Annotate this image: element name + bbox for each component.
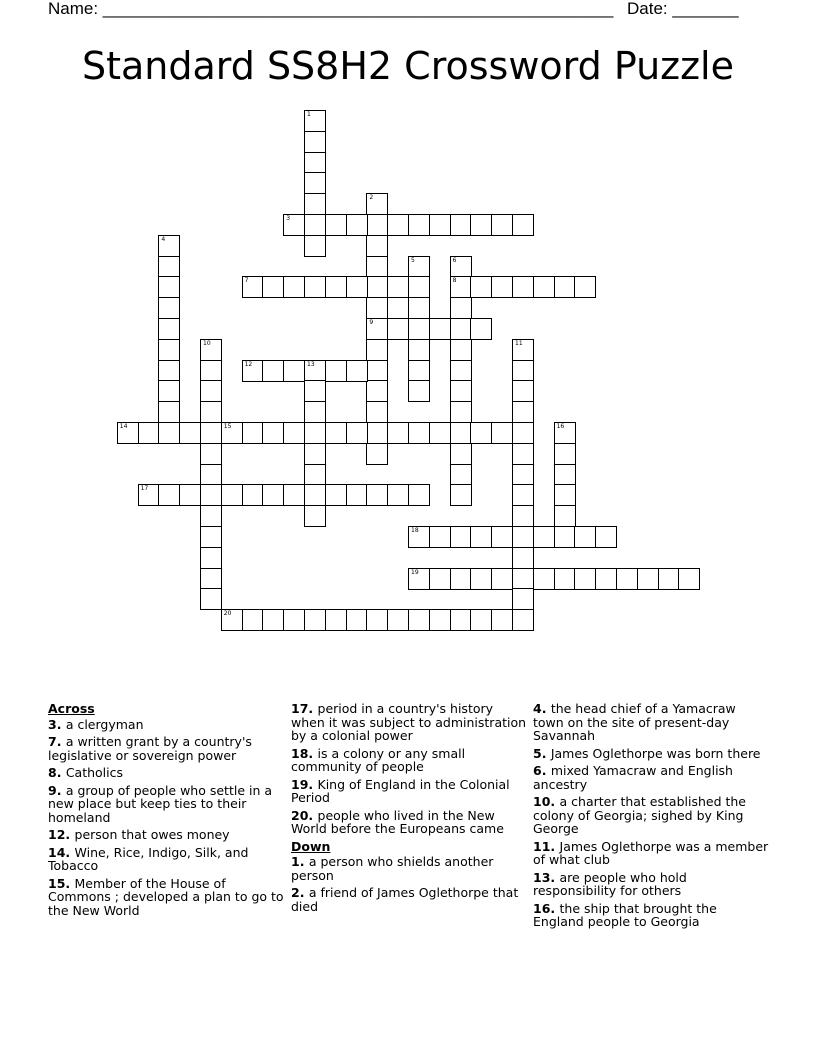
grid-cell[interactable] [491, 568, 513, 590]
grid-cell[interactable] [283, 214, 305, 236]
clues-column-1 [48, 702, 284, 921]
grid-cell[interactable] [200, 380, 222, 402]
grid-cell[interactable] [491, 609, 513, 631]
grid-cell[interactable] [450, 526, 472, 548]
across-clue [291, 702, 527, 743]
grid-cell[interactable] [554, 276, 576, 298]
clue-number: 8 [452, 277, 457, 285]
grid-cell[interactable] [138, 484, 160, 506]
clue-number: 3 [286, 215, 291, 222]
grid-cell[interactable] [200, 484, 222, 506]
grid-cell[interactable] [470, 568, 492, 590]
grid-cell[interactable] [200, 547, 222, 569]
clue-number-dot: . [308, 701, 318, 716]
grid-cell[interactable] [158, 360, 180, 382]
down-clue [533, 747, 769, 761]
date-field-label: Date: _______ [627, 0, 739, 18]
grid-cell[interactable] [179, 422, 201, 444]
grid-cell[interactable] [158, 276, 180, 298]
clue-number: 1 [307, 111, 311, 118]
grid-cell[interactable] [408, 256, 430, 278]
grid-cell[interactable] [283, 422, 305, 444]
grid-cell[interactable] [512, 464, 534, 486]
across-clue [48, 828, 284, 842]
grid-cell[interactable] [450, 609, 472, 631]
grid-cell[interactable] [366, 360, 388, 382]
clue-number-dot: . [308, 745, 318, 761]
across-clue [291, 778, 527, 805]
across-clue [48, 735, 284, 762]
clue-number-dot: . [65, 875, 75, 891]
grid-cell[interactable] [304, 152, 326, 174]
clue-number-dot: . [541, 745, 551, 761]
clue-number-label: 11 [533, 838, 551, 854]
clue-number-label: 2 [291, 885, 300, 900]
grid-cell[interactable] [304, 422, 326, 444]
grid-cell[interactable] [200, 464, 222, 486]
grid-cell[interactable] [429, 568, 451, 590]
grid-cell[interactable] [366, 380, 388, 402]
grid-cell[interactable] [158, 256, 180, 278]
down-clue [533, 871, 769, 898]
grid-cell[interactable] [512, 526, 534, 548]
grid-cell[interactable] [200, 339, 222, 361]
grid-cell[interactable] [366, 422, 388, 444]
clue-text: a clergyman [65, 716, 144, 732]
grid-cell[interactable] [221, 422, 243, 444]
clue-number-label: 4 [533, 701, 542, 716]
clue-text: James Oglethorpe was born there [550, 745, 761, 761]
grid-cell[interactable] [512, 380, 534, 402]
grid-cell[interactable] [325, 484, 347, 506]
grid-cell[interactable] [158, 235, 180, 257]
clue-text: a written grant by a country's legislative or sovereign power [48, 734, 252, 763]
clue-number: 19 [411, 568, 419, 576]
grid-cell[interactable] [408, 339, 430, 361]
grid-cell[interactable] [346, 422, 368, 444]
grid-cell[interactable] [470, 526, 492, 548]
grid-cell[interactable] [304, 609, 326, 631]
grid-cell[interactable] [512, 422, 534, 444]
grid-cell[interactable] [491, 214, 513, 236]
grid-cell[interactable] [491, 422, 513, 444]
grid-cell[interactable] [200, 443, 222, 465]
clue-text: James Oglethorpe was a member of what club [533, 838, 769, 867]
grid-cell[interactable] [304, 443, 326, 465]
clue-number-dot: . [550, 869, 560, 885]
clue-number-dot: . [65, 844, 75, 860]
clue-number-dot: . [550, 900, 560, 916]
grid-cell[interactable] [554, 422, 576, 444]
grid-cell[interactable] [325, 214, 347, 236]
across-clue [48, 877, 284, 918]
grid-cell[interactable] [242, 609, 264, 631]
grid-cell[interactable] [470, 609, 492, 631]
clue-number: 4 [161, 235, 166, 243]
grid-cell[interactable] [200, 526, 222, 548]
grid-cell[interactable] [304, 380, 326, 402]
clue-number-dot: . [56, 716, 66, 732]
grid-cell[interactable] [366, 339, 388, 361]
clue-number-label: 5 [533, 745, 542, 761]
grid-cell[interactable] [158, 318, 180, 340]
clue-number: 7 [244, 277, 249, 285]
grid-cell[interactable] [387, 276, 409, 298]
grid-cell[interactable] [221, 484, 243, 506]
grid-cell[interactable] [304, 110, 326, 132]
grid-cell[interactable] [283, 609, 305, 631]
clue-number: 6 [452, 256, 457, 264]
grid-cell[interactable] [158, 339, 180, 361]
grid-cell[interactable] [304, 214, 326, 236]
clue-number: 9 [369, 319, 374, 326]
grid-cell[interactable] [470, 214, 492, 236]
grid-cell[interactable] [408, 568, 430, 590]
clue-number-dot: . [56, 782, 66, 798]
grid-cell[interactable] [366, 484, 388, 506]
grid-cell[interactable] [408, 609, 430, 631]
clue-number: 14 [119, 423, 128, 430]
grid-cell[interactable] [408, 318, 430, 340]
grid-cell[interactable] [366, 276, 388, 298]
clue-text: the ship that brought the England people to Georgia [533, 900, 717, 929]
grid-cell[interactable] [200, 360, 222, 382]
grid-cell[interactable] [533, 526, 555, 548]
grid-cell[interactable] [574, 526, 596, 548]
clue-number: 2 [369, 194, 374, 202]
grid-cell[interactable] [283, 276, 305, 298]
clue-number: 15 [223, 423, 232, 430]
grid-cell[interactable] [512, 547, 534, 569]
grid-cell[interactable] [429, 318, 451, 340]
grid-cell[interactable] [242, 276, 264, 298]
clue-number-dot: . [541, 701, 551, 716]
grid-cell[interactable] [450, 297, 472, 319]
clue-number-dot: . [550, 838, 560, 854]
grid-cell[interactable] [262, 609, 284, 631]
grid-cell[interactable] [429, 422, 451, 444]
clue-number: 12 [244, 360, 253, 368]
grid-cell[interactable] [200, 505, 222, 527]
clue-number-dot: . [65, 827, 75, 842]
grid-cell[interactable] [366, 214, 388, 236]
clue-number-dot: . [541, 763, 551, 778]
grid-cell[interactable] [450, 443, 472, 465]
grid-cell[interactable] [408, 422, 430, 444]
down-clue [291, 886, 527, 913]
grid-cell[interactable] [325, 609, 347, 631]
grid-cell[interactable] [304, 360, 326, 382]
clue-text: mixed Yamacraw and English ancestry [533, 763, 733, 792]
grid-cell[interactable] [179, 484, 201, 506]
grid-cell[interactable] [242, 422, 264, 444]
grid-cell[interactable] [470, 276, 492, 298]
clue-text: Catholics [65, 765, 124, 780]
clue-number-label: 8 [48, 765, 57, 780]
grid-cell[interactable] [616, 568, 638, 590]
across-clue [48, 784, 284, 825]
clue-number-label: 19 [291, 776, 309, 792]
grid-cell[interactable] [512, 214, 534, 236]
grid-cell[interactable] [325, 422, 347, 444]
grid-cell[interactable] [658, 568, 680, 590]
grid-cell[interactable] [470, 422, 492, 444]
grid-cell[interactable] [366, 443, 388, 465]
grid-cell[interactable] [158, 380, 180, 402]
grid-cell[interactable] [304, 276, 326, 298]
grid-cell[interactable] [262, 422, 284, 444]
clue-number-label: 9 [48, 782, 57, 798]
grid-cell[interactable] [408, 484, 430, 506]
clue-text: Member of the House of Commons ; developed a plan to go to the New World [48, 875, 284, 918]
grid-cell[interactable] [366, 235, 388, 257]
clue-text: a charter that established the colony of Georgia; sighed by King George [533, 794, 746, 836]
grid-cell[interactable] [450, 318, 472, 340]
clue-number-dot: . [299, 885, 309, 900]
grid-cell[interactable] [574, 276, 596, 298]
grid-cell[interactable] [200, 588, 222, 610]
grid-cell[interactable] [408, 276, 430, 298]
grid-cell[interactable] [346, 484, 368, 506]
grid-cell[interactable] [200, 401, 222, 423]
grid-cell[interactable] [366, 256, 388, 278]
grid-cell[interactable] [304, 484, 326, 506]
grid-cell[interactable] [450, 256, 472, 278]
grid-cell[interactable] [408, 360, 430, 382]
grid-cell[interactable] [242, 484, 264, 506]
grid-cell[interactable] [429, 526, 451, 548]
grid-cell[interactable] [304, 131, 326, 153]
clue-number-label: 12 [48, 827, 66, 842]
grid-cell[interactable] [387, 484, 409, 506]
grid-cell[interactable] [200, 422, 222, 444]
across-clue [48, 766, 284, 780]
down-clue [533, 840, 769, 867]
grid-cell[interactable] [366, 401, 388, 423]
grid-cell[interactable] [346, 609, 368, 631]
grid-cell[interactable] [574, 568, 596, 590]
grid-cell[interactable] [408, 214, 430, 236]
page-title: Standard SS8H2 Crossword Puzzle [81, 44, 734, 88]
down-clue [533, 902, 769, 929]
grid-cell[interactable] [512, 443, 534, 465]
grid-cell[interactable] [491, 526, 513, 548]
clue-number: 18 [411, 527, 419, 534]
clue-text: is a colony or any small community of people [291, 745, 466, 774]
grid-cell[interactable] [366, 609, 388, 631]
grid-cell[interactable] [158, 484, 180, 506]
clue-number-label: 15 [48, 875, 66, 891]
grid-cell[interactable] [366, 318, 388, 340]
grid-cell[interactable] [450, 464, 472, 486]
clue-text: a group of people who settle in a new place but keep ties to their homeland [48, 782, 273, 825]
clue-text: people who lived in the New World before the Europeans came [291, 807, 504, 836]
grid-cell[interactable] [595, 526, 617, 548]
grid-cell[interactable] [450, 484, 472, 506]
grid-cell[interactable] [366, 297, 388, 319]
grid-cell[interactable] [304, 401, 326, 423]
grid-cell[interactable] [387, 214, 409, 236]
grid-cell[interactable] [450, 276, 472, 298]
grid-cell[interactable] [221, 609, 243, 631]
down-clue [533, 702, 769, 743]
clue-number-dot: . [550, 794, 560, 809]
grid-cell[interactable] [512, 505, 534, 527]
clue-number-label: 3 [48, 716, 57, 732]
grid-cell[interactable] [158, 422, 180, 444]
clue-number-label: 20 [291, 807, 309, 823]
grid-cell[interactable] [158, 401, 180, 423]
grid-cell[interactable] [262, 484, 284, 506]
clue-number-label: 13 [533, 869, 551, 885]
clue-number-label: 16 [533, 900, 551, 916]
grid-cell[interactable] [346, 360, 368, 382]
grid-cell[interactable] [262, 360, 284, 382]
clue-section-heading: Across [48, 701, 95, 716]
clue-number-label: 10 [533, 794, 551, 809]
grid-cell[interactable] [450, 401, 472, 423]
clue-number-label: 7 [48, 734, 57, 749]
grid-cell[interactable] [450, 214, 472, 236]
grid-cell[interactable] [595, 568, 617, 590]
clue-number-label: 18 [291, 745, 309, 761]
grid-cell[interactable] [512, 609, 534, 631]
grid-cell[interactable] [304, 464, 326, 486]
grid-cell[interactable] [262, 276, 284, 298]
grid-cell[interactable] [554, 568, 576, 590]
grid-cell[interactable] [200, 568, 222, 590]
clue-text: the head chief of a Yamacraw town on the site of present-day Savannah [533, 701, 736, 743]
grid-cell[interactable] [387, 318, 409, 340]
clue-number: 17 [140, 485, 149, 493]
grid-cell[interactable] [346, 276, 368, 298]
grid-cell[interactable] [450, 422, 472, 444]
clues-column-2 [291, 702, 527, 917]
clue-number-dot: . [56, 734, 66, 749]
grid-cell[interactable] [242, 360, 264, 382]
clue-number: 20 [223, 610, 232, 618]
grid-cell[interactable] [491, 276, 513, 298]
grid-cell[interactable] [554, 484, 576, 506]
grid-cell[interactable] [637, 568, 659, 590]
clue-text: Wine, Rice, Indigo, Silk, and Tobacco [48, 844, 249, 873]
grid-cell[interactable] [158, 297, 180, 319]
grid-cell[interactable] [138, 422, 160, 444]
grid-cell[interactable] [325, 360, 347, 382]
grid-cell[interactable] [450, 568, 472, 590]
clue-text: period in a country's history when it was subject to administration by a colonial power [291, 701, 527, 743]
grid-cell[interactable] [512, 568, 534, 590]
clue-number: 10 [203, 339, 211, 347]
grid-cell[interactable] [429, 609, 451, 631]
across-clue [291, 809, 527, 836]
clues-column-3 [533, 702, 769, 933]
across-clue [48, 718, 284, 732]
clue-number-label: 17 [291, 701, 309, 716]
grid-cell[interactable] [470, 318, 492, 340]
grid-cell[interactable] [554, 505, 576, 527]
grid-cell[interactable] [512, 588, 534, 610]
clue-section-heading: Down [291, 838, 331, 854]
clue-number-dot: . [308, 807, 318, 823]
grid-cell[interactable] [533, 568, 555, 590]
clue-number: 5 [411, 256, 415, 264]
grid-cell[interactable] [366, 193, 388, 215]
grid-cell[interactable] [408, 526, 430, 548]
grid-cell[interactable] [533, 276, 555, 298]
clue-text: a friend of James Oglethorpe that died [291, 885, 519, 914]
grid-cell[interactable] [450, 380, 472, 402]
clue-number: 13 [307, 360, 315, 368]
grid-cell[interactable] [325, 276, 347, 298]
grid-cell[interactable] [408, 297, 430, 319]
down-clue [533, 764, 769, 791]
grid-cell[interactable] [429, 214, 451, 236]
grid-cell[interactable] [512, 339, 534, 361]
clue-number-label: 6 [533, 763, 542, 778]
grid-cell[interactable] [304, 505, 326, 527]
grid-cell[interactable] [450, 360, 472, 382]
clue-text: are people who hold responsibility for others [533, 869, 687, 898]
grid-cell[interactable] [408, 380, 430, 402]
grid-cell[interactable] [554, 443, 576, 465]
down-clue [291, 855, 527, 882]
across-clue [48, 846, 284, 873]
clue-number-dot: . [308, 776, 318, 792]
grid-cell[interactable] [512, 276, 534, 298]
clue-number-label: 1 [291, 854, 300, 869]
grid-cell[interactable] [512, 484, 534, 506]
grid-cell[interactable] [283, 484, 305, 506]
grid-cell[interactable] [304, 172, 326, 194]
grid-cell[interactable] [346, 214, 368, 236]
clue-text: a person who shields another person [291, 854, 494, 883]
clue-number: 16 [556, 423, 565, 430]
grid-cell[interactable] [512, 401, 534, 423]
down-clue [533, 795, 769, 836]
grid-cell[interactable] [387, 609, 409, 631]
grid-cell[interactable] [304, 235, 326, 257]
grid-cell[interactable] [512, 360, 534, 382]
clue-text: person that owes money [74, 827, 230, 842]
clue-number-label: 14 [48, 844, 66, 860]
grid-cell[interactable] [450, 339, 472, 361]
name-field-label: Name: ______________________________________________________ [48, 0, 614, 18]
clue-number-dot: . [56, 765, 66, 780]
grid-cell[interactable] [304, 193, 326, 215]
grid-cell[interactable] [554, 464, 576, 486]
grid-cell[interactable] [117, 422, 139, 444]
grid-cell[interactable] [678, 568, 700, 590]
grid-cell[interactable] [554, 526, 576, 548]
across-clue [291, 747, 527, 774]
clue-text: King of England in the Colonial Period [291, 776, 510, 805]
grid-cell[interactable] [283, 360, 305, 382]
clue-number: 11 [515, 339, 523, 347]
grid-cell[interactable] [387, 422, 409, 444]
clue-number-dot: . [299, 854, 309, 869]
